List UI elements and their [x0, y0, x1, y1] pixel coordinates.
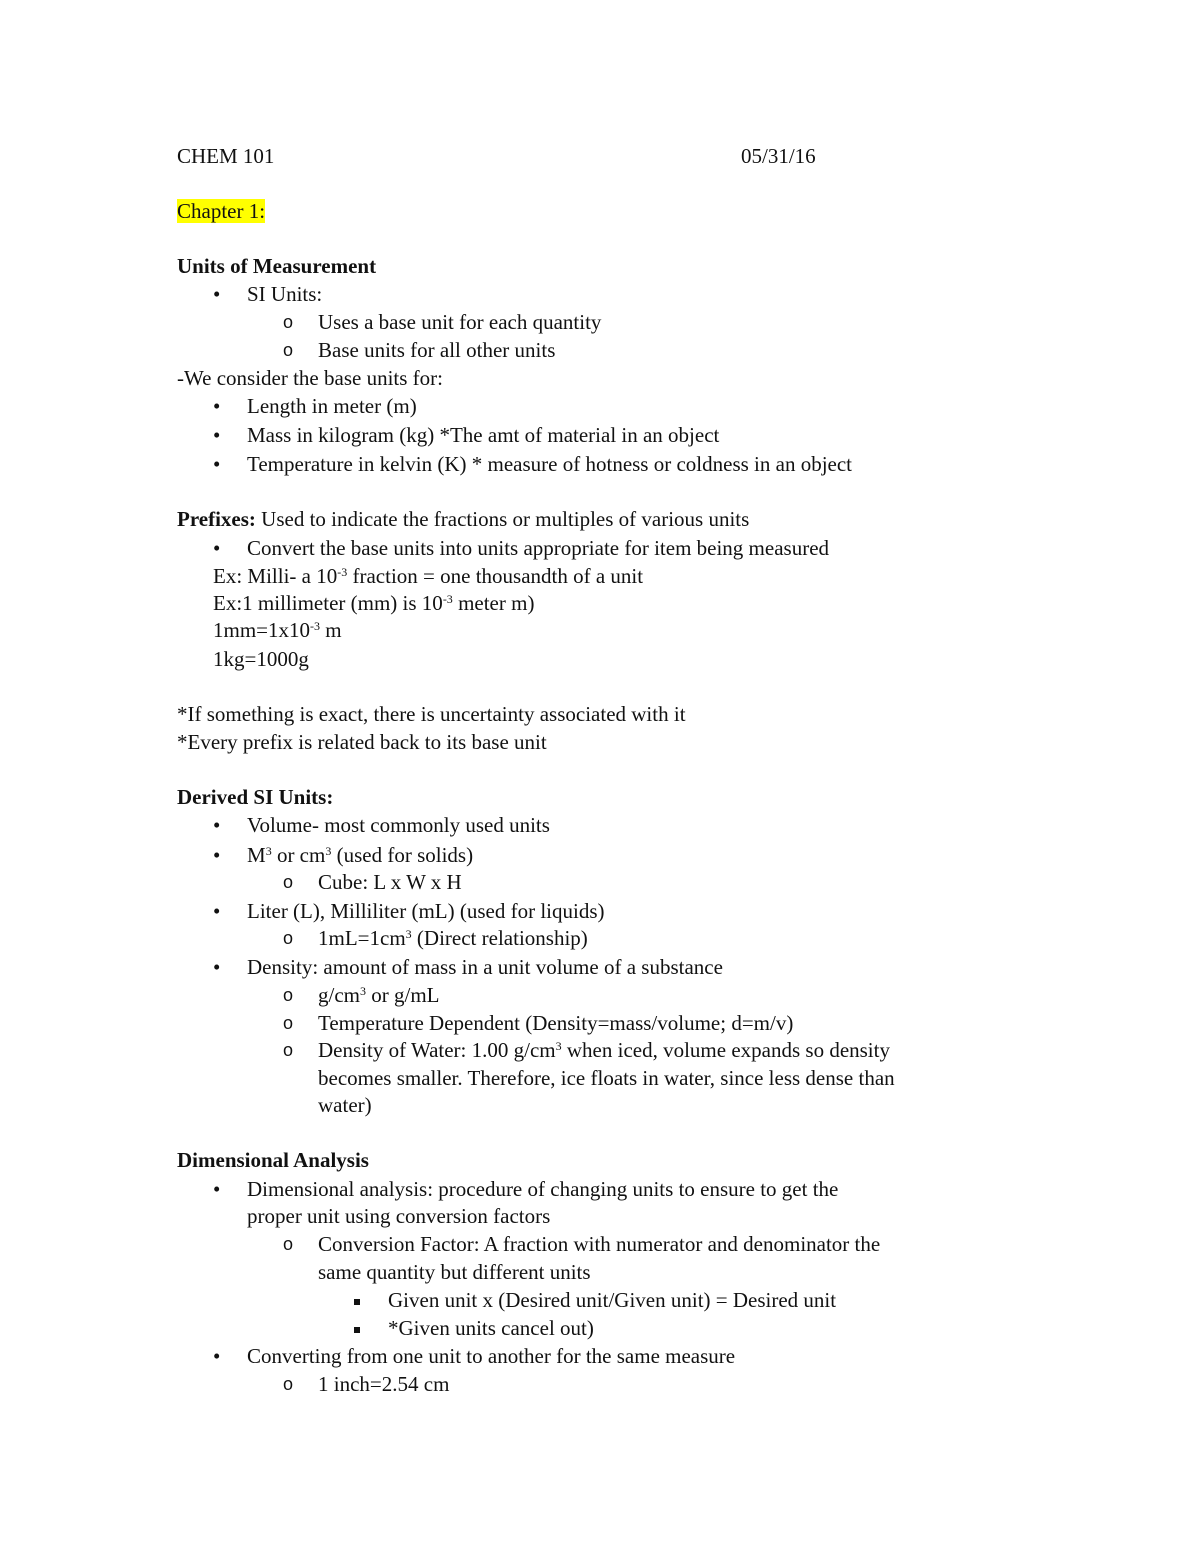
dimensional-def-2: proper unit using conversion factors [247, 1204, 551, 1228]
si-sub-1: Uses a base unit for each quantity [318, 310, 602, 334]
bullet-circle: o [283, 928, 294, 948]
chapter-heading [177, 197, 265, 225]
bullet-dot: • [213, 536, 221, 560]
bullet-circle: o [283, 340, 294, 360]
consider-line: -We consider the base units for: [177, 366, 443, 390]
bullet-dot: • [213, 452, 221, 476]
converting-line: Converting from one unit to another for the same measure [247, 1344, 736, 1368]
length-unit: Length in meter (m) [247, 394, 417, 418]
inch-line: 1 inch=2.54 cm [318, 1372, 450, 1396]
volume-line: Volume- most commonly used units [247, 813, 550, 837]
example-millimeter: Ex:1 millimeter (mm) is $10^{-3}$ meter m) [213, 591, 535, 615]
mass-unit: Mass in kilogram (kg) *The amt of material in an object [247, 423, 720, 447]
bullet-dot: • [213, 394, 221, 418]
prefixes-line [177, 505, 749, 533]
ml-cm3-line: $1mL=1cm^3$ (Direct relationship) [318, 926, 588, 950]
si-units: SI Units: [247, 282, 323, 306]
bullet-square [354, 1286, 360, 1314]
bullet-dot: • [213, 899, 221, 923]
bullet-dot: • [213, 1344, 221, 1368]
example-milli: Ex: Milli- a $10^{-3}$ fraction = one thousandth of a unit [213, 564, 644, 588]
liter-line: Liter (L), Milliliter (mL) (used for liquids) [247, 899, 605, 923]
bullet-circle: o [283, 1013, 294, 1033]
cubic-units-line: $M^3$ or $cm^3$ (used for solids) [247, 843, 474, 867]
prefixes-label: Prefixes: [177, 507, 256, 531]
mm-equation: $1mm=1x10^{-3}$ m [213, 618, 342, 642]
temperature-unit: Temperature in kelvin (K) * measure of hotness or coldness in an object [247, 452, 853, 476]
density-units-line: $g/cm^3$ or g/mL [318, 983, 440, 1007]
conversion-factor-2: same quantity but different units [318, 1260, 591, 1284]
derived-heading: Derived SI Units: [177, 785, 334, 809]
convert-line: Convert the base units into units appropriate for item being measured [247, 536, 830, 560]
units-heading: Units of Measurement [177, 254, 377, 278]
bullet-dot: • [213, 843, 221, 867]
kg-equation: 1kg=1000g [213, 647, 309, 671]
cube-line: Cube: L x W x H [318, 870, 462, 894]
note-prefix: *Every prefix is related back to its base unit [177, 730, 547, 754]
bullet-circle: o [283, 1040, 294, 1060]
bullet-circle: o [283, 872, 294, 892]
chapter-label: Chapter 1: [177, 199, 266, 223]
density-water-line-3: water) [318, 1093, 372, 1117]
given-unit-line: Given unit x (Desired unit/Given unit) = Desired unit [388, 1288, 837, 1312]
bullet-circle: o [283, 985, 294, 1005]
bullet-dot: • [213, 423, 221, 447]
bullet-dot: • [213, 955, 221, 979]
dimensional-heading: Dimensional Analysis [177, 1148, 369, 1172]
si-sub-2: Base units for all other units [318, 338, 556, 362]
document-date: 05/31/16 [741, 144, 816, 168]
cancel-line: *Given units cancel out) [388, 1316, 594, 1340]
note-exact: *If something is exact, there is uncertainty associated with it [177, 702, 686, 726]
bullet-circle: o [283, 1234, 294, 1254]
bullet-dot: • [213, 1177, 221, 1201]
bullet-dot: • [213, 813, 221, 837]
density-line: Density: amount of mass in a unit volume of a substance [247, 955, 723, 979]
bullet-dot: • [213, 282, 221, 306]
conversion-factor-1: Conversion Factor: A fraction with numerator and denominator the [318, 1232, 881, 1256]
density-water-line-1: Density of Water: 1.00 $g/cm^3$ when iced, volume expands so density [318, 1038, 890, 1062]
density-temp-line: Temperature Dependent (Density=mass/volume; d=m/v) [318, 1011, 794, 1035]
bullet-square [354, 1314, 360, 1342]
dimensional-def-1: Dimensional analysis: procedure of changing units to ensure to get the [247, 1177, 839, 1201]
prefixes-desc: Used to indicate the fractions or multiples of various units [255, 507, 750, 531]
bullet-circle: o [283, 312, 294, 332]
course-title: CHEM 101 [177, 144, 275, 168]
density-water-line-2: becomes smaller. Therefore, ice floats in water, since less dense than [318, 1066, 895, 1090]
bullet-circle: o [283, 1374, 294, 1394]
